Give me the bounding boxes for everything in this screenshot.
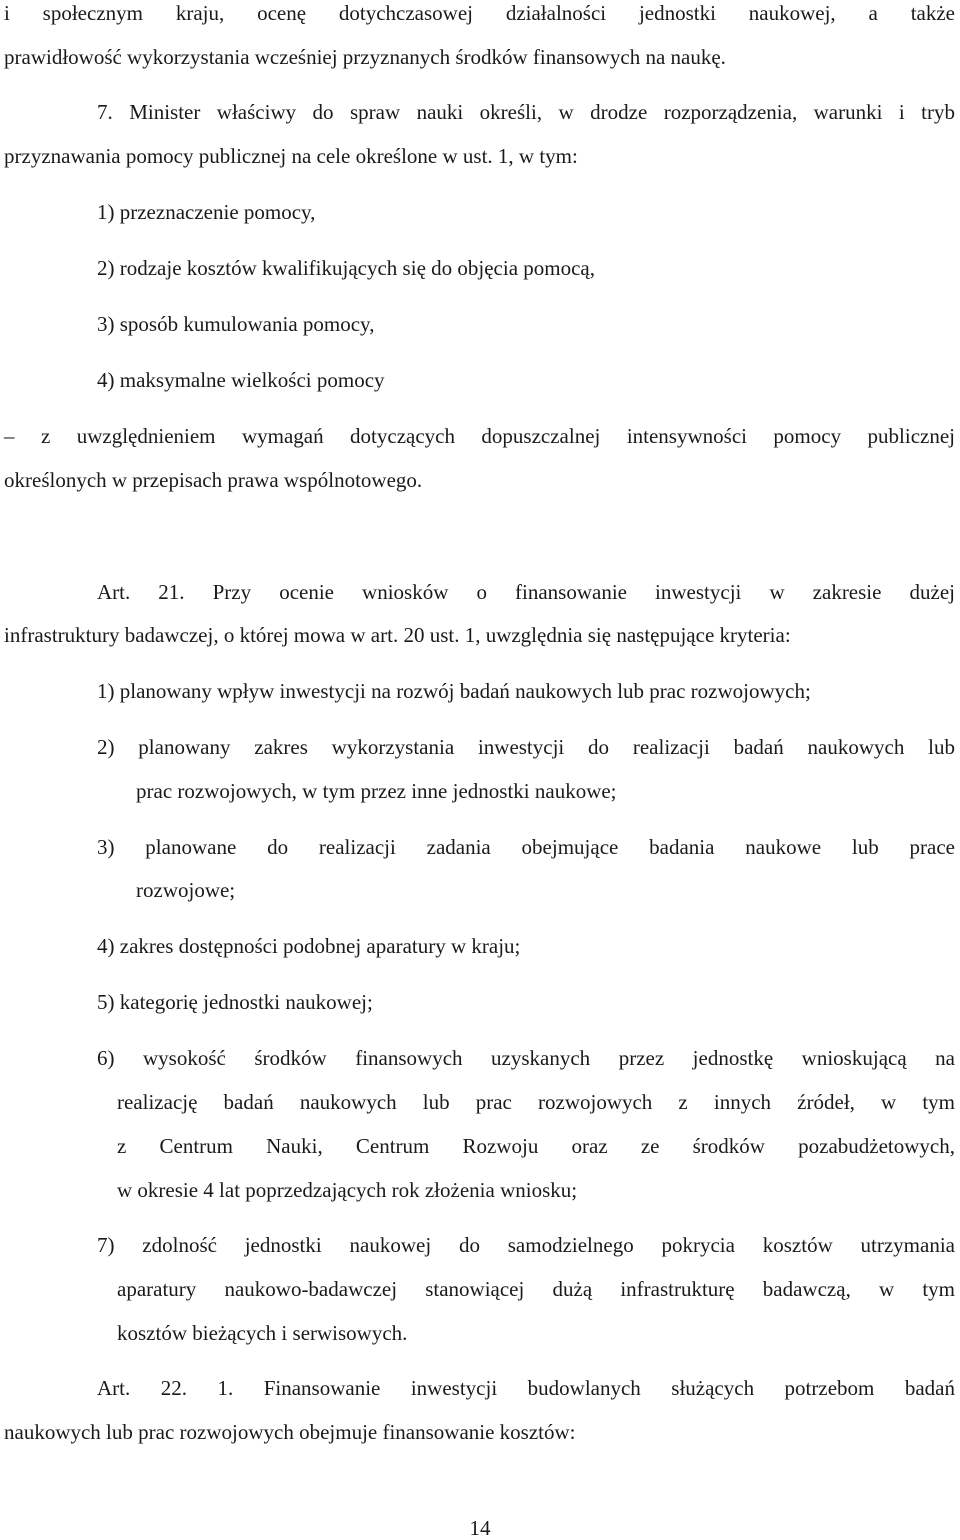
list-item: 4) maksymalne wielkości pomocy xyxy=(97,368,385,392)
article-heading-line: Art. 21. Przy ocenie wniosków o finansowanie inwestycji w zakresie dużej xyxy=(97,580,955,604)
list-item: 4) zakres dostępności podobnej aparatury w kraju; xyxy=(97,934,521,958)
text-line: i społecznym kraju, ocenę dotychczasowej działalności jednostki naukowej, a także xyxy=(4,1,955,25)
list-item-continuation: prac rozwojowych, w tym przez inne jednostki naukowe; xyxy=(136,779,617,803)
list-item: 5) kategorię jednostki naukowej; xyxy=(97,990,373,1014)
text-line: 7. Minister właściwy do spraw nauki określi, w drodze rozporządzenia, warunki i tryb xyxy=(97,100,955,124)
list-item-continuation: z Centrum Nauki, Centrum Rozwoju oraz ze środków pozabudżetowych, xyxy=(117,1134,955,1158)
list-item: 3) sposób kumulowania pomocy, xyxy=(97,312,375,336)
list-item: 1) planowany wpływ inwestycji na rozwój badań naukowych lub prac rozwojowych; xyxy=(97,679,811,703)
list-item: 3) planowane do realizacji zadania obejmujące badania naukowe lub prace xyxy=(97,835,955,859)
list-item-continuation: realizację badań naukowych lub prac rozwojowych z innych źródeł, w tym xyxy=(117,1090,955,1114)
text-line: przyznawania pomocy publicznej na cele określone w ust. 1, w tym: xyxy=(4,144,578,168)
list-item: 2) planowany zakres wykorzystania inwestycji do realizacji badań naukowych lub xyxy=(97,735,955,759)
article-heading-line: Art. 22. 1. Finansowanie inwestycji budowlanych służących potrzebom badań xyxy=(97,1376,955,1400)
list-item-continuation: w okresie 4 lat poprzedzających rok złożenia wniosku; xyxy=(117,1178,578,1202)
list-item-continuation: kosztów bieżących i serwisowych. xyxy=(117,1321,408,1345)
list-item: 7) zdolność jednostki naukowej do samodzielnego pokrycia kosztów utrzymania xyxy=(97,1233,955,1257)
list-item: 2) rodzaje kosztów kwalifikujących się do objęcia pomocą, xyxy=(97,256,595,280)
text-line: naukowych lub prac rozwojowych obejmuje finansowanie kosztów: xyxy=(4,1420,576,1444)
text-line: prawidłowość wykorzystania wcześniej przyznanych środków finansowych na naukę. xyxy=(4,45,726,69)
list-item: 6) wysokość środków finansowych uzyskanych przez jednostkę wnioskującą na xyxy=(97,1046,955,1070)
list-item: 1) przeznaczenie pomocy, xyxy=(97,200,316,224)
text-line: określonych w przepisach prawa wspólnotowego. xyxy=(4,468,423,492)
list-item-continuation: rozwojowe; xyxy=(136,878,236,902)
list-item-continuation: aparatury naukowo-badawczej stanowiącej dużą infrastrukturę badawczą, w tym xyxy=(117,1277,955,1301)
text-line: infrastruktury badawczej, o której mowa w art. 20 ust. 1, uwzględnia się następujące kryteria: xyxy=(4,623,791,647)
page-number: 14 xyxy=(469,1516,491,1540)
text-line: – z uwzględnieniem wymagań dotyczących dopuszczalnej intensywności pomocy publicznej xyxy=(4,424,955,448)
